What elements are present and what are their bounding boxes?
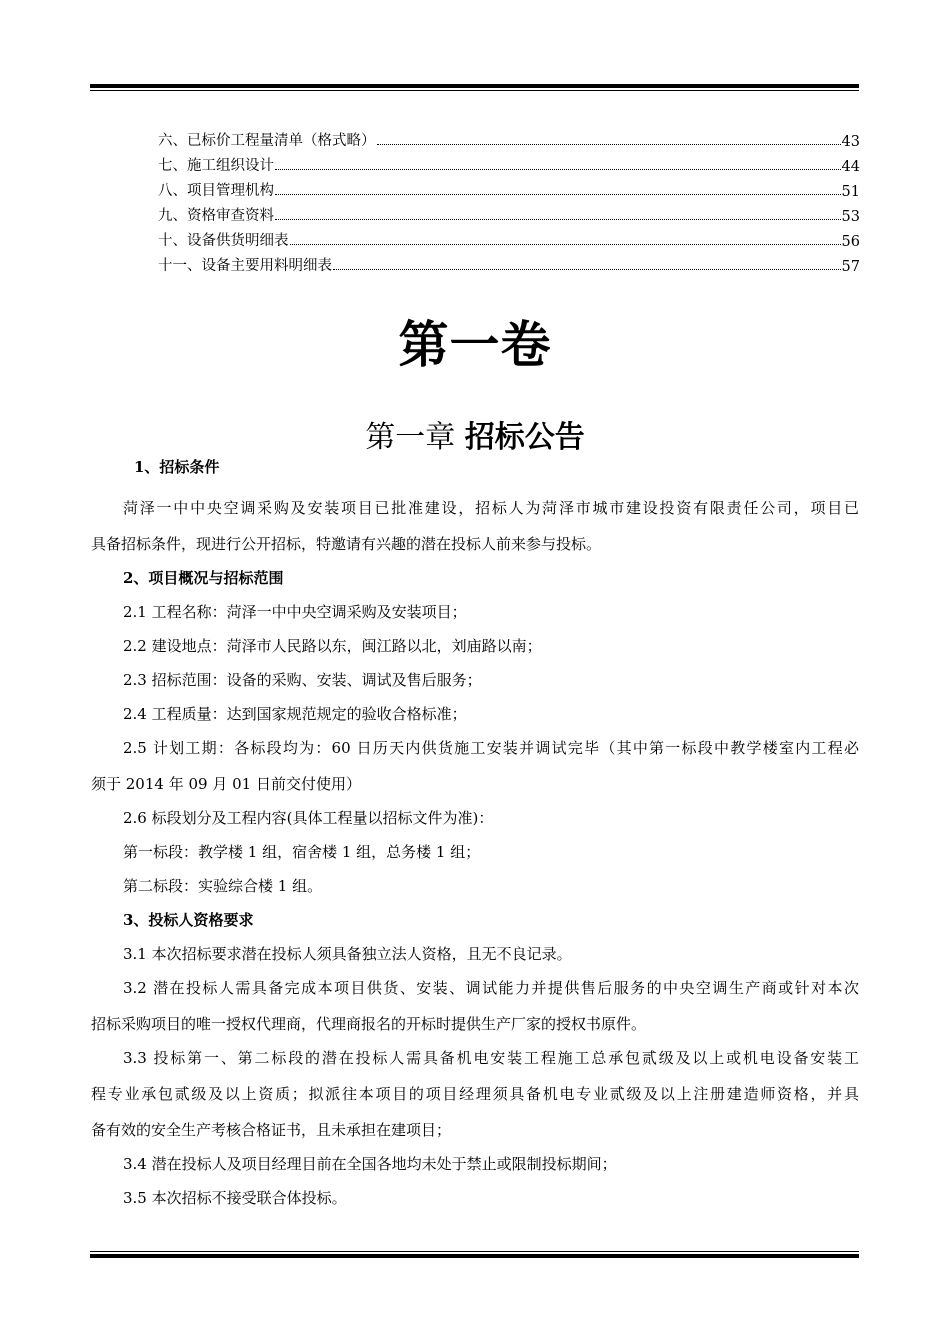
paragraph-line: 2.3 招标范围：设备的采购、安装、调试及售后服务；	[123, 671, 482, 689]
paragraph-line: 3.3 投标第一、第二标段的潜在投标人需具备机电安装工程施工总承包贰级及以上或机电设备安装工	[123, 1049, 859, 1067]
paragraph-line: 2.4 工程质量：达到国家规范规定的验收合格标准；	[123, 705, 467, 723]
toc-page: 44	[841, 159, 860, 175]
footer-rule	[90, 1251, 859, 1258]
header-rule	[90, 84, 859, 91]
section-heading: 2、项目概况与招标范围	[123, 569, 284, 587]
toc-entry[interactable]	[158, 150, 860, 175]
paragraph-line: 备有效的安全生产考核合格证书，且未承担在建项目；	[91, 1121, 452, 1139]
paragraph-line: 2.6 标段划分及工程内容(具体工程量以招标文件为准)：	[123, 809, 494, 827]
toc-title: 六、已标价工程量清单（格式略）	[158, 133, 376, 149]
chapter-prefix: 第一章	[365, 420, 456, 455]
paragraph-line: 第二标段：实验综合楼 1 组。	[123, 877, 323, 895]
paragraph-line: 招标采购项目的唯一授权代理商，代理商报名的开标时提供生产厂家的授权书原件。	[91, 1015, 647, 1033]
toc-entry[interactable]	[158, 175, 860, 200]
chapter-title	[0, 412, 950, 456]
toc-title: 十、设备供货明细表	[158, 233, 289, 249]
table-of-contents	[158, 125, 860, 275]
toc-title: 八、项目管理机构	[158, 183, 274, 199]
volume-title: 第一卷	[398, 315, 552, 374]
section-heading: 1、招标条件	[134, 458, 220, 476]
toc-title: 十一、设备主要用料明细表	[158, 258, 332, 274]
paragraph-line: 2.5 计划工期：各标段均为：60 日历天内供货施工安装并调试完毕（其中第一标段中教学楼室内工程必	[123, 739, 859, 757]
paragraph-line: 3.5 本次招标不接受联合体投标。	[123, 1189, 347, 1207]
paragraph-line: 须于 2014 年 09 月 01 日前交付使用）	[91, 775, 361, 793]
toc-title: 九、资格审查资料	[158, 208, 274, 224]
toc-page: 53	[841, 209, 860, 225]
toc-entry[interactable]	[158, 200, 860, 225]
toc-entry[interactable]	[158, 125, 860, 150]
toc-entry[interactable]	[158, 225, 860, 250]
paragraph-line: 3.1 本次招标要求潜在投标人须具备独立法人资格，且无不良记录。	[123, 945, 572, 963]
toc-page: 51	[841, 184, 860, 200]
toc-title: 七、施工组织设计	[158, 158, 274, 174]
paragraph-line: 3.4 潜在投标人及项目经理目前在全国各地均未处于禁止或限制投标期间；	[123, 1155, 617, 1173]
toc-page: 43	[841, 134, 860, 150]
paragraph-line: 具备招标条件，现进行公开招标，特邀请有兴趣的潜在投标人前来参与投标。	[91, 535, 602, 553]
paragraph-line: 程专业承包贰级及以上资质；拟派往本项目的项目经理须具备机电专业贰级及以上注册建造师资格，并具	[91, 1085, 859, 1103]
paragraph-line: 菏泽一中中央空调采购及安装项目已批准建设，招标人为菏泽市城市建设投资有限责任公司，项目已	[123, 499, 859, 517]
section-heading: 3、投标人资格要求	[123, 911, 254, 929]
paragraph-line: 2.1 工程名称：菏泽一中中央空调采购及安装项目；	[123, 603, 467, 621]
toc-page: 56	[841, 234, 860, 250]
paragraph-line: 第一标段：教学楼 1 组，宿舍楼 1 组，总务楼 1 组；	[123, 843, 481, 861]
paragraph-line: 3.2 潜在投标人需具备完成本项目供货、安装、调试能力并提供售后服务的中央空调生产商或针对本次	[123, 979, 859, 997]
toc-page: 57	[841, 259, 860, 275]
paragraph-line: 2.2 建设地点：菏泽市人民路以东，闽江路以北，刘庙路以南；	[123, 637, 542, 655]
chapter-name: 招标公告	[464, 420, 585, 455]
toc-entry[interactable]	[158, 250, 860, 275]
